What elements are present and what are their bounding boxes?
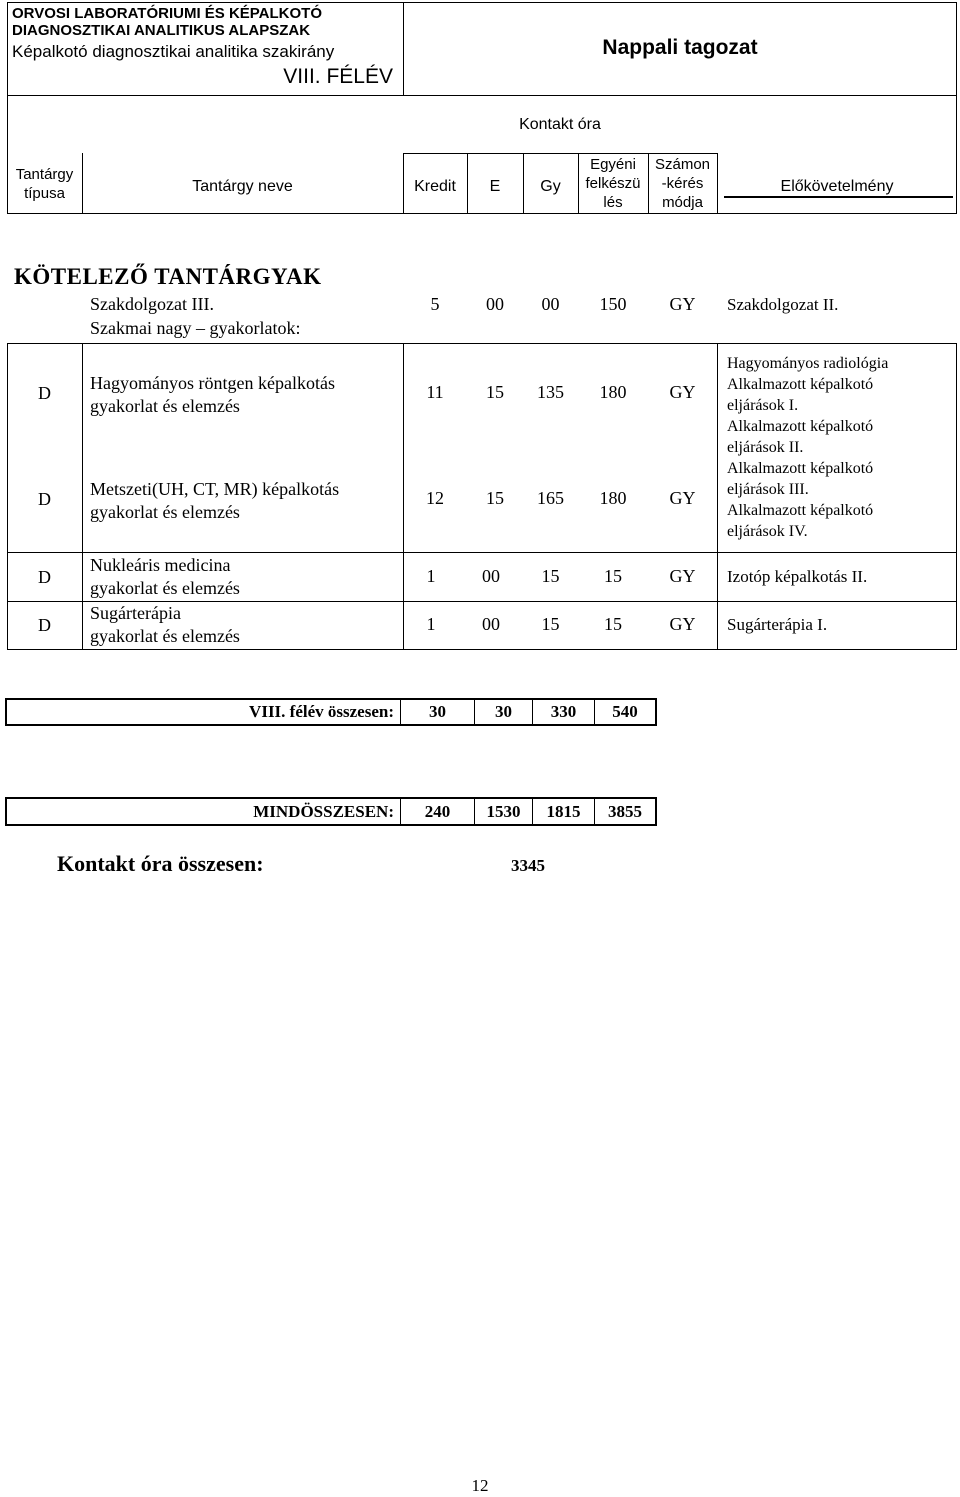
- course-4-type: D: [38, 614, 51, 635]
- course-4-prereq: Sugárterápia I.: [727, 615, 828, 634]
- course-3-self: 15: [604, 566, 622, 586]
- course-4-e: 00: [482, 614, 500, 634]
- prereq-underline: [724, 196, 953, 198]
- course-3-credit: 1: [426, 566, 436, 586]
- shared-prereq-list: [727, 353, 888, 542]
- grand-total-gy: 1815: [533, 799, 595, 824]
- col-self-l3: lés: [603, 194, 623, 211]
- col-assessment: [648, 153, 717, 214]
- course-4-credit: 1: [426, 614, 436, 634]
- course-1-self: 180: [599, 382, 627, 402]
- prereq-line-7: eljárások III.: [727, 481, 809, 498]
- course-4-name-l1: Sugárterápia: [90, 603, 181, 623]
- course-4-self: 15: [604, 614, 622, 634]
- col-gy: Gy: [540, 177, 561, 195]
- grand-total-row: [5, 797, 657, 826]
- semester-total-label: VIII. félév összesen:: [7, 700, 401, 724]
- course-4-name: [90, 602, 240, 648]
- col-credit: Kredit: [414, 177, 456, 195]
- col-name: Tantárgy neve: [192, 177, 293, 195]
- course-2-gy: 165: [537, 488, 564, 508]
- col-assess-l2: -kérés: [661, 175, 704, 192]
- prereq-line-3: eljárások I.: [727, 397, 799, 414]
- course-3-gy: 15: [541, 566, 560, 586]
- col-self-study: [578, 153, 648, 214]
- prereq-line-9: eljárások IV.: [727, 523, 808, 540]
- program-line-2: DIAGNOSZTIKAI ANALITIKUS ALAPSZAK: [12, 22, 311, 39]
- course-4-gy: 15: [541, 614, 560, 634]
- thesis-prereq: Szakdolgozat II.: [727, 295, 839, 314]
- course-4-name-l2: gyakorlat és elemzés: [90, 626, 240, 646]
- contact-total-value: 3345: [511, 856, 545, 875]
- grand-total-self: 3855: [608, 801, 642, 821]
- course-1-name-l1: Hagyományos röntgen képalkotás: [90, 373, 335, 393]
- col-type-l2: típusa: [24, 184, 65, 202]
- prereq-line-8: Alkalmazott képalkotó: [727, 502, 874, 519]
- course-1-type: D: [38, 382, 51, 403]
- col-assess-l3: módja: [662, 194, 703, 211]
- prereq-line-2: Alkalmazott képalkotó: [727, 376, 874, 393]
- col-self-l2: felkészü: [585, 175, 641, 192]
- course-2-name: [90, 478, 339, 524]
- course-1-credit: 11: [426, 382, 444, 402]
- mode-title: Nappali tagozat: [602, 36, 758, 59]
- page-number: 12: [471, 1476, 489, 1495]
- course-2-type: D: [38, 488, 51, 509]
- course-3-name-l2: gyakorlat és elemzés: [90, 578, 240, 598]
- col-prerequisite: Előkövetelmény: [780, 177, 894, 195]
- semester-total-row: [5, 698, 657, 726]
- program-line-1: ORVOSI LABORATÓRIUMI ÉS KÉPALKOTÓ: [12, 5, 323, 22]
- course-3-e: 00: [482, 566, 500, 586]
- thesis-e: 00: [486, 294, 504, 314]
- course-3-assess: GY: [669, 566, 696, 586]
- contact-hours-header: Kontakt óra: [519, 116, 601, 133]
- prereq-line-6: Alkalmazott képalkotó: [727, 460, 874, 477]
- course-3-prereq: Izotóp képalkotás II.: [727, 567, 868, 586]
- course-1-gy: 135: [537, 382, 564, 402]
- course-3-type: D: [38, 566, 51, 587]
- practice-heading: Szakmai nagy – gyakorlatok:: [90, 318, 301, 338]
- course-2-credit: 12: [426, 488, 444, 508]
- course-2-name-l2: gyakorlat és elemzés: [90, 502, 240, 522]
- course-2-self: 180: [599, 488, 627, 508]
- course-2-assess: GY: [669, 488, 696, 508]
- prereq-line-4: Alkalmazott képalkotó: [727, 418, 874, 435]
- semester-total-e: 30: [475, 700, 533, 724]
- thesis-gy: 00: [541, 294, 560, 314]
- section-title: KÖTELEZŐ TANTÁRGYAK: [14, 264, 322, 289]
- specialization: Képalkotó diagnosztikai analitika szakirány: [12, 42, 335, 61]
- semester-total-gy: 330: [533, 700, 595, 724]
- col-type-l1: Tantárgy: [15, 165, 74, 183]
- course-2-e: 15: [486, 488, 504, 508]
- course-1-name: [90, 372, 335, 418]
- prereq-line-1: Hagyományos radiológia: [727, 355, 889, 372]
- thesis-credit: 5: [430, 294, 440, 314]
- contact-total-label: Kontakt óra összesen:: [57, 851, 264, 876]
- grand-total-label: MINDÖSSZESEN:: [7, 799, 401, 824]
- semester-total-self: 540: [612, 702, 638, 721]
- semester-total-credit: 30: [401, 700, 475, 724]
- course-3-name-l1: Nukleáris medicina: [90, 555, 231, 575]
- col-e: E: [489, 177, 501, 195]
- thesis-assess: GY: [669, 294, 696, 314]
- col-type: [7, 153, 82, 214]
- course-2-name-l1: Metszeti(UH, CT, MR) képalkotás: [90, 479, 340, 499]
- course-1-e: 15: [486, 382, 504, 402]
- course-3-name: [90, 554, 240, 600]
- program-title: [12, 5, 322, 39]
- col-self-l1: Egyéni: [590, 156, 636, 173]
- thesis-name: Szakdolgozat III.: [90, 294, 214, 314]
- semester-title: VIII. FÉLÉV: [283, 65, 393, 88]
- course-1-name-l2: gyakorlat és elemzés: [90, 396, 240, 416]
- course-4-assess: GY: [669, 614, 696, 634]
- grand-total-e: 1530: [475, 799, 533, 824]
- prereq-line-5: eljárások II.: [727, 439, 804, 456]
- thesis-self: 150: [599, 294, 627, 314]
- course-1-assess: GY: [669, 382, 696, 402]
- grand-total-credit: 240: [401, 799, 475, 824]
- col-assess-l1: Számon: [654, 156, 711, 173]
